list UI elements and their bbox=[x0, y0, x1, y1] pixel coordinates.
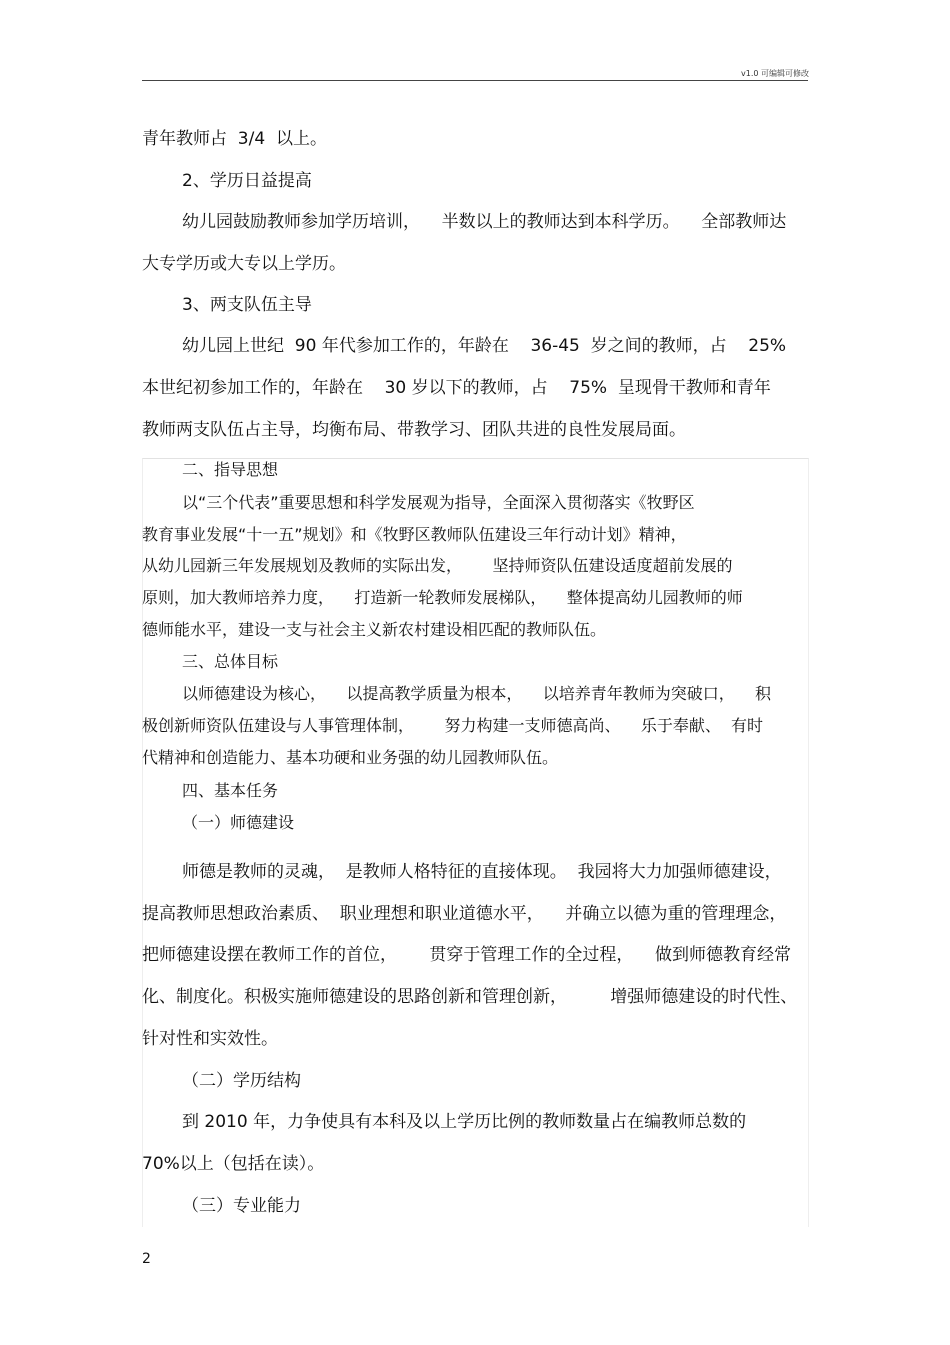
text-line: 70%以上（包括在读）。 bbox=[142, 1154, 325, 1174]
section-heading-guiding-ideology: 二、指导思想 bbox=[182, 460, 279, 479]
text-line: 幼儿园上世纪 90 年代参加工作的，年龄在 36-45 岁之间的教师，占 25% bbox=[182, 336, 787, 356]
subheading-teacher-ethics: （一）师德建设 bbox=[182, 813, 295, 832]
text-line: 本世纪初参加工作的，年龄在 30 岁以下的教师，占 75% 呈现骨干教师和青年 bbox=[142, 378, 771, 398]
section-heading-basic-tasks: 四、基本任务 bbox=[182, 781, 279, 800]
text-line: 代精神和创造能力、基本功硬和业务强的幼儿园教师队伍。 bbox=[142, 748, 559, 767]
text-line: 教育事业发展“十一五”规划》和《牧野区教师队伍建设三年行动计划》精神， bbox=[142, 525, 687, 544]
subheading-education-structure: （二）学历结构 bbox=[182, 1071, 301, 1091]
text-line: 极创新师资队伍建设与人事管理体制， 努力构建一支师德高尚、 乐于奉献、 有时 bbox=[142, 716, 764, 735]
text-line: 幼儿园鼓励教师参加学历培训， 半数以上的教师达到本科学历。 全部教师达 bbox=[182, 212, 787, 232]
text-line: 从幼儿园新三年发展规划及教师的实际出发， 坚持师资队伍建设适度超前发展的 bbox=[142, 556, 733, 575]
heading-2: 2、学历日益提高 bbox=[182, 171, 312, 191]
text-line: 教师两支队伍占主导，均衡布局、带教学习、团队共进的良性发展局面。 bbox=[142, 420, 686, 440]
header-version-note: v1.0 可编辑可修改 bbox=[741, 69, 809, 78]
heading-3: 3、两支队伍主导 bbox=[182, 295, 312, 315]
text-line: 大专学历或大专以上学历。 bbox=[142, 254, 346, 274]
page-number: 2 bbox=[142, 1251, 151, 1267]
text-line: 德师能水平，建设一支与社会主义新农村建设相匹配的教师队伍。 bbox=[142, 620, 607, 639]
text-line: 原则，加大教师培养力度， 打造新一轮教师发展梯队， 整体提高幼儿园教师的师 bbox=[142, 588, 743, 607]
text-line: 提高教师思想政治素质、 职业理想和职业道德水平， 并确立以德为重的管理理念， bbox=[142, 904, 787, 924]
text-line: 把师德建设摆在教师工作的首位， 贯穿于管理工作的全过程， 做到师德教育经常 bbox=[142, 945, 792, 965]
text-line: 以师德建设为核心， 以提高教学质量为根本， 以培养青年教师为突破口， 积 bbox=[182, 684, 772, 703]
text-line: 青年教师占 3/4 以上。 bbox=[142, 129, 327, 149]
subheading-professional-ability: （三）专业能力 bbox=[182, 1196, 301, 1216]
text-line: 师德是教师的灵魂， 是教师人格特征的直接体现。 我园将大力加强师德建设， bbox=[182, 862, 782, 882]
header-rule bbox=[142, 80, 808, 81]
text-line: 以“三个代表”重要思想和科学发展观为指导，全面深入贯彻落实《牧野区 bbox=[182, 493, 695, 512]
text-line: 化、制度化。积极实施师德建设的思路创新和管理创新， 增强师德建设的时代性、 bbox=[142, 987, 798, 1007]
text-line: 到 2010 年，力争使具有本科及以上学历比例的教师数量占在编教师总数的 bbox=[182, 1112, 747, 1132]
text-line: 针对性和实效性。 bbox=[142, 1029, 278, 1049]
section-heading-overall-goal: 三、总体目标 bbox=[182, 652, 279, 671]
